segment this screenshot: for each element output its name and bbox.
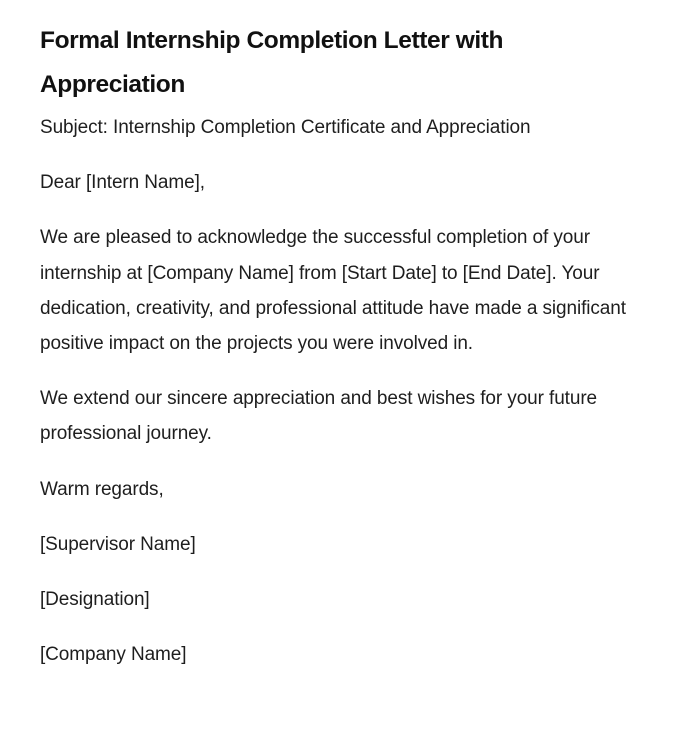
signature-company: [Company Name] <box>40 644 187 666</box>
signature-name: [Supervisor Name] <box>40 533 196 555</box>
letter-body-paragraph-2: We extend our sincere appreciation and best wishes for your future professional journey. <box>40 388 598 445</box>
letter-salutation: Dear [Intern Name], <box>40 172 205 194</box>
letter-closing: Warm regards, <box>40 478 164 500</box>
signature-designation: [Designation] <box>40 589 150 611</box>
letter-subject: Subject: Internship Completion Certificate and Appreciation <box>40 117 531 138</box>
letter-body-paragraph-1: We are pleased to acknowledge the successful completion of your internship at [Company Name] from [Start Date] to [End Date]. Your dedication, creativity, and professional attitude have made a significant positive impact on the projects you were involved in. <box>40 227 626 355</box>
document-title: Formal Internship Completion Letter with Appreciation <box>40 27 504 98</box>
